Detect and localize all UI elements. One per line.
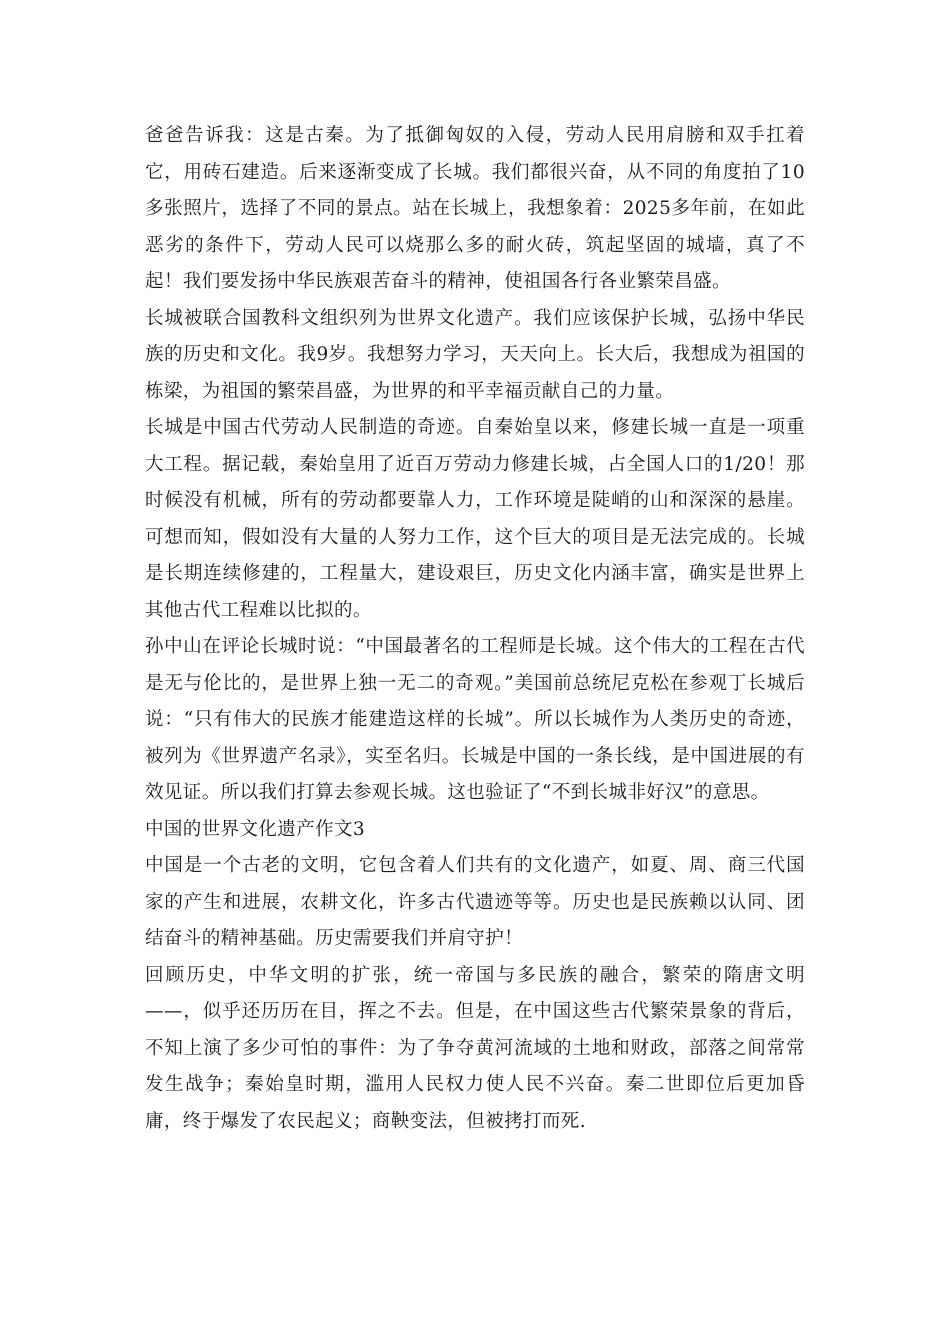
paragraph-2: 长城被联合国教科文组织列为世界文化遗产。我们应该保护长城，弘扬中华民族的历史和文化。我9岁。我想努力学习，天天向上。长大后，我想成为祖国的栋梁，为祖国的繁荣昌盛，为世界的和平幸福贡献自己的力量。	[145, 307, 805, 402]
essay-heading: 中国的世界文化遗产作文3	[145, 818, 366, 840]
document-body	[145, 118, 805, 1140]
paragraph-1: 爸爸告诉我：这是古秦。为了抵御匈奴的入侵，劳动人民用肩膀和双手扛着它，用砖石建造。后来逐渐变成了长城。我们都很兴奋，从不同的角度拍了10多张照片，选择了不同的景点。站在长城上，我想象着：2025多年前，在如此恶劣的条件下，劳动人民可以烧那么多的耐火砖，筑起坚固的城墙，真了不起！我们要发扬中华民族艰苦奋斗的精神，使祖国各行各业繁荣昌盛。	[145, 125, 805, 292]
paragraph-5: 中国是一个古老的文明，它包含着人们共有的文化遗产，如夏、周、商三代国家的产生和进展，农耕文化，许多古代遗迹等等。历史也是民族赖以认同、团结奋斗的精神基础。历史需要我们并肩守护！	[145, 855, 805, 949]
paragraph-6: 回顾历史，中华文明的扩张，统一帝国与多民族的融合，繁荣的隋唐文明——，似乎还历历在目，挥之不去。但是，在中国这些古代繁荣景象的背后，不知上演了多少可怕的事件：为了争夺黄河流域的土地和财政，部落之间常常发生战争；秦始皇时期，滥用人民权力使人民不兴奋。秦二世即位后更加昏庸，终于爆发了农民起义；商鞅变法，但被拷打而死.	[145, 964, 805, 1132]
paragraph-3: 长城是中国古代劳动人民制造的奇迹。自秦始皇以来，修建长城一直是一项重大工程。据记载，秦始皇用了近百万劳动力修建长城，占全国人口的1/20！那时候没有机械，所有的劳动都要靠人力，工作环境是陡峭的山和深深的悬崖。可想而知，假如没有大量的人努力工作，这个巨大的项目是无法完成的。长城是长期连续修建的，工程量大，建设艰巨，历史文化内涵丰富，确实是世界上其他古代工程难以比拟的。	[145, 417, 805, 621]
paragraph-4: 孙中山在评论长城时说：“中国最著名的工程师是长城。这个伟大的工程在古代是无与伦比的，是世界上独一无二的奇观。”美国前总统尼克松在参观丁长城后说：“只有伟大的民族才能建造这样的长城”。所以长城作为人类历史的奇迹，被列为《世界遗产名录》，实至名归。长城是中国的一条长线，是中国进展的有效见证。所以我们打算去参观长城。这也验证了“不到长城非好汉”的意思。	[145, 636, 805, 803]
